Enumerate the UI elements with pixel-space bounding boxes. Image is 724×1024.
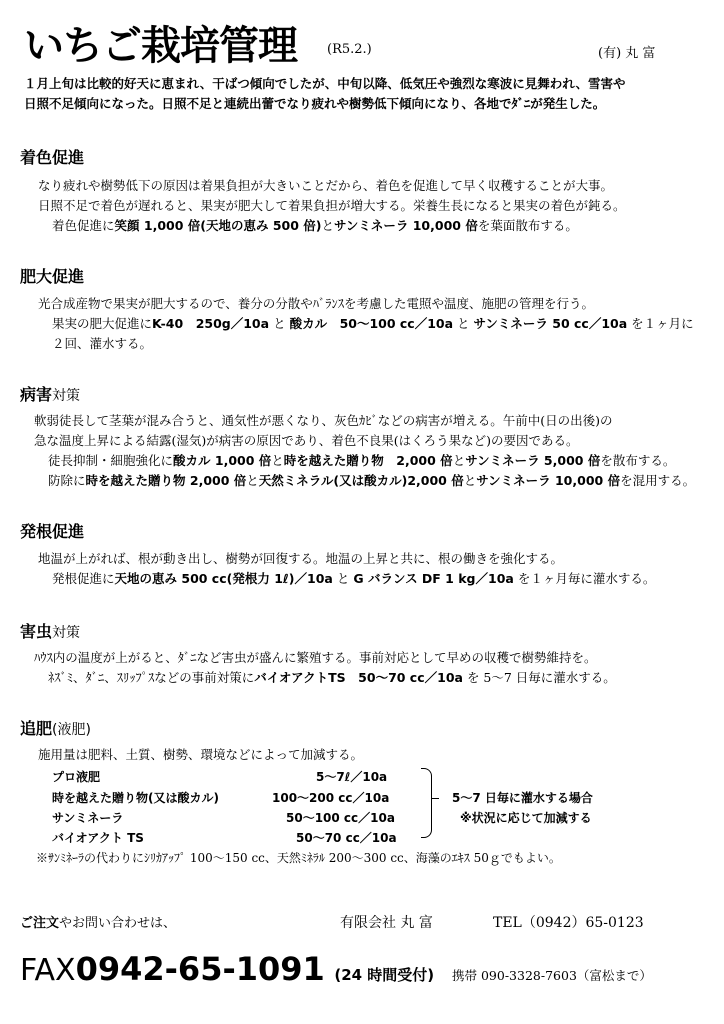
text: と: [452, 453, 466, 468]
footer-company: 有限会社 丸 富: [340, 915, 433, 931]
footnote: ※ｻﾝﾐﾈｰﾗの代わりにｼﾘｶｱｯﾌﾟ 100～150 cc、天然ﾐﾈﾗﾙ 200～300 cc、海藻のｴｷｽ 50ｇでもよい。: [36, 851, 561, 865]
order-label: ご注文: [20, 916, 60, 931]
enlarge-line: 光合成産物で果実が肥大するので、養分の分散やﾊﾞﾗﾝｽを考慮した電照や温度、施肥の管理を行う。: [38, 296, 595, 311]
text: を 5～7 日毎に灌水する。: [466, 670, 616, 685]
text: と: [271, 453, 284, 468]
product-text: G バランス DF 1 kg／10a: [353, 571, 514, 586]
text: を１ヶ月毎に灌水する。: [517, 571, 656, 586]
coloring-line: なり疲れや樹勢低下の原因は着果負担が大きいことだから、着色を促進して早く収穫することが大事。: [38, 178, 614, 193]
watering-note: 5～7 日毎に灌水する場合: [452, 791, 593, 805]
product-text: 時を越えた贈り物 2,000 倍: [283, 453, 453, 468]
bracket-divider: [431, 798, 439, 799]
contact-intro: [20, 912, 176, 931]
fertilizer-name: サンミネーラ: [52, 811, 124, 825]
product-text: 酸カル 50～100 cc／10a: [289, 316, 454, 331]
disease-line: [48, 471, 695, 491]
heading-suffix: (液肥): [52, 722, 91, 738]
issue-date: (R5.2.): [327, 42, 372, 57]
text: 防除に: [48, 473, 86, 488]
section-heading-pest: [20, 619, 80, 642]
rooting-line: 地温が上がれば、根が動き出し、樹勢が回復する。地温の上昇と共に、根の働きを強化する。: [38, 551, 564, 566]
heading-suffix: 対策: [52, 625, 81, 641]
fertilizer-name: プロ液肥: [52, 770, 101, 784]
fertilizer-amount: 50～100 cc／10a: [286, 811, 395, 825]
bracket-divider: [421, 768, 432, 838]
product-text: 酸カル 1,000 倍: [173, 453, 272, 468]
topdress-line: 施用量は肥料、土質、樹勢、環境などによって加減する。: [38, 747, 364, 762]
intro-line: 日照不足傾向になった。日照不足と連続出蕾でなり疲れや樹勢低下傾向になり、各地でﾀﾞﾆが発生した。: [24, 96, 606, 111]
product-text: 天然ミネラル(又は酸カル)2,000 倍: [258, 473, 464, 488]
text: と: [273, 316, 286, 331]
fertilizer-amount: 100～200 cc／10a: [272, 791, 390, 805]
text: 徒長抑制・細胞強化に: [48, 453, 174, 468]
text: ﾈｽﾞﾐ、ﾀﾞﾆ、ｽﾘｯﾌﾟｽなどの事前対策に: [48, 670, 255, 685]
heading-suffix: 対策: [52, 388, 81, 404]
section-heading-rooting: 発根促進: [20, 522, 85, 541]
fax-label: FAX: [20, 953, 76, 988]
heading-text: 追肥: [20, 719, 53, 738]
intro-line: １月上旬は比較的好天に恵まれ、干ばつ傾向でしたが、中旬以降、低気圧や強烈な寒波に見舞われ、雪害や: [24, 76, 626, 91]
text: を混用する。: [620, 473, 696, 488]
section-heading-coloring: 着色促進: [20, 148, 85, 167]
disease-line: 軟弱徒長して茎葉が混み合うと、通気性が悪くなり、灰色ｶﾋﾞなどの病害が増える。午前中(日の出後)の: [34, 413, 613, 428]
page-title: いちご栽培管理: [24, 23, 297, 69]
fertilizer-amount: 50～70 cc／10a: [296, 831, 397, 845]
disease-line: 急な温度上昇による結露(湿気)が病害の原因であり、着色不良果(はくろう果など)の要因である。: [34, 433, 579, 448]
product-text: 笑顔 1,000 倍(天地の恵み 500 倍): [114, 218, 322, 233]
product-text: サンミネーラ 10,000 倍: [334, 218, 478, 233]
product-text: 時を越えた贈り物 2,000 倍: [85, 473, 247, 488]
text: と: [463, 473, 477, 488]
fertilizer-amount: 5～7ℓ／10a: [316, 770, 388, 784]
product-text: K-40 250g／10a: [152, 316, 270, 331]
section-heading-enlarge: 肥大促進: [20, 267, 85, 286]
product-text: バイオアクトTS 50～70 cc／10a: [254, 670, 463, 685]
text: と: [457, 316, 470, 331]
product-text: サンミネーラ 5,000 倍: [465, 453, 601, 468]
text: を葉面散布する。: [477, 218, 578, 233]
text: を１ヶ月に: [631, 316, 694, 331]
fax-hours: (24 時間受付): [334, 966, 435, 984]
text: やお問い合わせは、: [59, 916, 177, 931]
heading-text: 病害: [20, 385, 53, 404]
heading-text: 害虫: [20, 622, 53, 641]
rooting-line: [52, 569, 655, 589]
text: と: [336, 571, 350, 586]
text: と: [246, 473, 259, 488]
disease-line: [48, 451, 675, 471]
product-text: 天地の恵み 500 cc(発根力 1ℓ)／10a: [114, 571, 333, 586]
fertilizer-name: 時を越えた贈り物(又は酸カル): [52, 791, 219, 805]
telephone: TEL（0942）65-0123: [493, 915, 644, 931]
section-heading-disease: [20, 382, 80, 405]
product-text: サンミネーラ 10,000 倍: [476, 473, 621, 488]
text: 果実の肥大促進に: [52, 316, 153, 331]
fertilizer-name: バイオアクト TS: [52, 831, 144, 845]
coloring-line: [52, 216, 578, 236]
text: を散布する。: [600, 453, 676, 468]
company-name: (有) 丸 富: [598, 46, 656, 61]
section-heading-topdress: [20, 716, 91, 739]
enlarge-line: ２回、灌水する。: [52, 336, 153, 351]
adjust-note: ※状況に応じて加減する: [460, 811, 592, 825]
pest-line: [48, 668, 616, 688]
text: 着色促進に: [52, 218, 115, 233]
text: と: [321, 218, 334, 233]
mobile-phone: 携帯 090-3328-7603（富松まで）: [452, 968, 652, 983]
fax-number: 0942-65-1091: [75, 950, 325, 988]
product-text: サンミネーラ 50 cc／10a: [473, 316, 628, 331]
pest-line: ﾊｳｽ内の温度が上がると、ﾀﾞﾆなど害虫が盛んに繁殖する。事前対応として早めの収穫で樹勢維持を。: [34, 650, 597, 665]
intro-paragraph: [24, 74, 704, 114]
fax-line: [20, 950, 434, 988]
text: 発根促進に: [52, 571, 115, 586]
coloring-line: 日照不足で着色が遅れると、果実が肥大して着果負担が増大する。栄養生長になると果実の着色が鈍る。: [38, 198, 626, 213]
enlarge-line: [52, 314, 694, 334]
